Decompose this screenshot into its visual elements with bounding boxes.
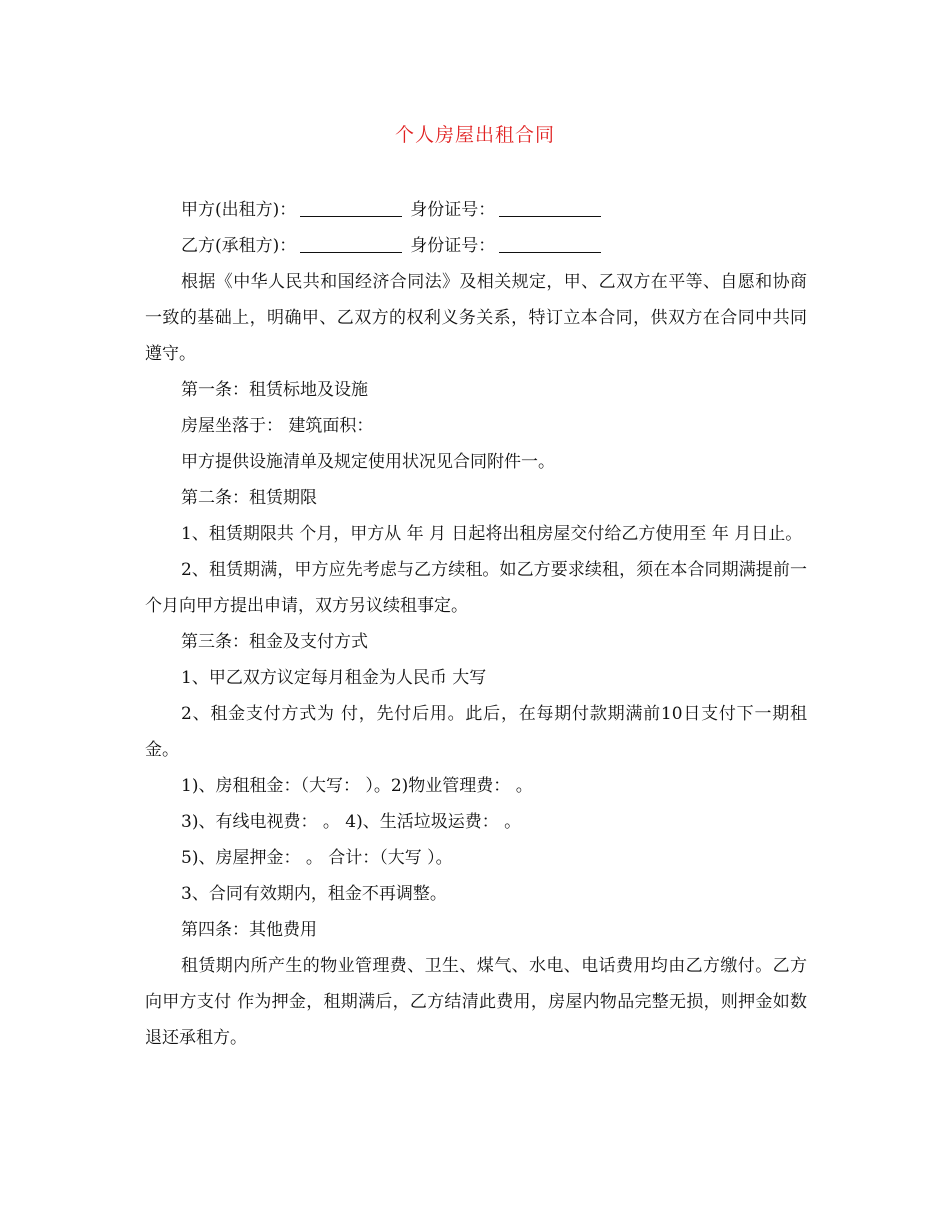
article-3-heading: 第三条：租金及支付方式 [181, 632, 368, 652]
party-a-id-label: 身份证号： [410, 200, 496, 220]
rent-amount-paragraph: 1、甲乙双方议定每月租金为人民币 大写 [181, 668, 487, 688]
other-fees-paragraph: 租赁期内所产生的物业管理费、卫生、煤气、水电、电话费用均由乙方缴付。乙方向甲方支付 作为押金，租期满后，乙方结清此费用，房屋内物品完整无损，则押金如数退还承租方。 [145, 956, 807, 1048]
fee-item-tv-garbage: 3)、有线电视费： 。 4)、生活垃圾运费： 。 [181, 812, 522, 832]
party-a-id-blank[interactable] [499, 198, 601, 217]
party-b-name-blank[interactable] [300, 234, 402, 253]
fee-item-deposit-total: 5)、房屋押金： 。 合计：（大写 ）。 [181, 848, 453, 868]
fee-item-rent: 1)、房租租金：（大写： ）。2)物业管理费： 。 [181, 776, 533, 796]
party-a-label: 甲方(出租方)： [181, 200, 297, 220]
payment-method-paragraph: 2、租金支付方式为 付，先付后用。此后，在每期付款期满前10日支付下一期租金。 [145, 704, 807, 760]
facilities-paragraph: 甲方提供设施清单及规定使用状况见合同附件一。 [181, 452, 555, 472]
party-b-id-blank[interactable] [499, 234, 601, 253]
property-location-line: 房屋坐落于： 建筑面积： [181, 416, 374, 436]
article-2-heading: 第二条：租赁期限 [181, 488, 317, 508]
party-b-label: 乙方(承租方)： [181, 236, 297, 256]
preamble-paragraph: 根据《中华人民共和国经济合同法》及相关规定，甲、乙双方在平等、自愿和协商一致的基础上，明确甲、乙双方的权利义务关系，特订立本合同，供双方在合同中共同遵守。 [145, 272, 807, 364]
party-a-name-blank[interactable] [300, 198, 402, 217]
lease-term-paragraph: 1、租赁期限共 个月，甲方从 年 月 日起将出租房屋交付给乙方使用至 年 月日止。 [181, 524, 803, 544]
party-a-line [145, 192, 807, 228]
article-1-heading: 第一条：租赁标地及设施 [181, 380, 368, 400]
document-title: 个人房屋出租合同 [394, 124, 555, 146]
document-body [145, 192, 807, 1056]
rent-fixed-paragraph: 3、合同有效期内，租金不再调整。 [181, 884, 447, 904]
article-4-heading: 第四条：其他费用 [181, 920, 317, 940]
party-b-id-label: 身份证号： [410, 236, 496, 256]
party-b-line [145, 228, 807, 264]
renewal-paragraph: 2、租赁期满，甲方应先考虑与乙方续租。如乙方要求续租，须在本合同期满提前一个月向甲方提出申请，双方另议续租事定。 [145, 560, 807, 616]
